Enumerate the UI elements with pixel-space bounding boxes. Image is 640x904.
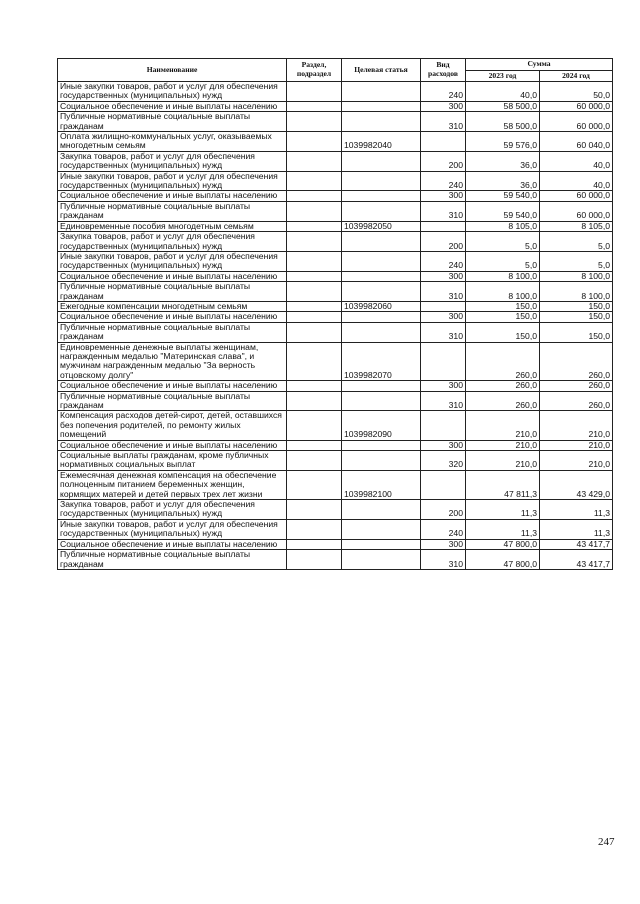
row-kind: 240 bbox=[421, 519, 466, 539]
row-target bbox=[342, 322, 421, 342]
row-section bbox=[287, 322, 342, 342]
table-row bbox=[58, 191, 613, 201]
row-kind: 310 bbox=[421, 282, 466, 302]
row-section bbox=[287, 342, 342, 381]
row-kind: 200 bbox=[421, 232, 466, 252]
row-target bbox=[342, 112, 421, 132]
budget-table bbox=[57, 58, 613, 570]
row-name: Публичные нормативные социальные выплаты гражданам bbox=[58, 391, 287, 411]
row-sum-2024: 43 417,7 bbox=[540, 539, 613, 549]
row-sum-2024: 8 100,0 bbox=[540, 271, 613, 281]
row-target bbox=[342, 271, 421, 281]
row-sum-2023: 11,3 bbox=[466, 519, 540, 539]
table-row bbox=[58, 381, 613, 391]
table-row bbox=[58, 301, 613, 311]
row-target bbox=[342, 312, 421, 322]
row-sum-2023: 150,0 bbox=[466, 312, 540, 322]
row-section bbox=[287, 411, 342, 440]
row-target: 1039982100 bbox=[342, 470, 421, 499]
row-sum-2024: 5,0 bbox=[540, 251, 613, 271]
table-row bbox=[58, 451, 613, 471]
row-name: Закупка товаров, работ и услуг для обеспечения государственных (муниципальных) нужд bbox=[58, 500, 287, 520]
row-name: Публичные нормативные социальные выплаты гражданам bbox=[58, 550, 287, 570]
page-number: 247 bbox=[598, 836, 615, 848]
row-target bbox=[342, 519, 421, 539]
row-name: Публичные нормативные социальные выплаты гражданам bbox=[58, 282, 287, 302]
row-section bbox=[287, 539, 342, 549]
row-name: Единовременные денежные выплаты женщинам, награжденным медалью "Материнская слава", и мужчинам награжденным медалью "За верность отцовскому долгу" bbox=[58, 342, 287, 381]
row-sum-2023: 210,0 bbox=[466, 451, 540, 471]
row-target bbox=[342, 550, 421, 570]
row-sum-2023: 58 500,0 bbox=[466, 112, 540, 132]
row-sum-2023: 58 500,0 bbox=[466, 101, 540, 111]
row-sum-2023: 210,0 bbox=[466, 411, 540, 440]
row-sum-2024: 260,0 bbox=[540, 342, 613, 381]
row-sum-2024: 60 000,0 bbox=[540, 191, 613, 201]
row-sum-2024: 11,3 bbox=[540, 519, 613, 539]
row-name: Социальное обеспечение и иные выплаты населению bbox=[58, 381, 287, 391]
row-sum-2024: 8 100,0 bbox=[540, 282, 613, 302]
row-sum-2024: 43 429,0 bbox=[540, 470, 613, 499]
row-sum-2024: 11,3 bbox=[540, 500, 613, 520]
row-kind bbox=[421, 470, 466, 499]
row-kind: 310 bbox=[421, 201, 466, 221]
header-name: Наименование bbox=[58, 59, 287, 82]
row-kind: 310 bbox=[421, 550, 466, 570]
row-kind: 240 bbox=[421, 82, 466, 102]
row-name: Социальное обеспечение и иные выплаты населению bbox=[58, 312, 287, 322]
table-row bbox=[58, 201, 613, 221]
row-sum-2023: 47 800,0 bbox=[466, 550, 540, 570]
table-body bbox=[58, 82, 613, 570]
row-sum-2023: 8 105,0 bbox=[466, 221, 540, 231]
row-sum-2024: 60 000,0 bbox=[540, 101, 613, 111]
table-row bbox=[58, 282, 613, 302]
row-sum-2023: 150,0 bbox=[466, 322, 540, 342]
row-sum-2024: 260,0 bbox=[540, 381, 613, 391]
row-sum-2023: 36,0 bbox=[466, 151, 540, 171]
row-kind bbox=[421, 221, 466, 231]
table-row bbox=[58, 221, 613, 231]
row-kind: 310 bbox=[421, 322, 466, 342]
row-name: Социальное обеспечение и иные выплаты населению bbox=[58, 271, 287, 281]
table-row bbox=[58, 132, 613, 152]
row-sum-2023: 5,0 bbox=[466, 251, 540, 271]
row-section bbox=[287, 312, 342, 322]
row-kind: 300 bbox=[421, 101, 466, 111]
row-section bbox=[287, 101, 342, 111]
row-name: Оплата жилищно-коммунальных услуг, оказываемых многодетным семьям bbox=[58, 132, 287, 152]
row-name: Публичные нормативные социальные выплаты гражданам bbox=[58, 322, 287, 342]
row-kind: 240 bbox=[421, 251, 466, 271]
table-row bbox=[58, 312, 613, 322]
row-name: Ежемесячная денежная компенсация на обеспечение полноценным питанием беременных женщин, кормящих матерей и детей первых трех лет жизни bbox=[58, 470, 287, 499]
row-sum-2024: 5,0 bbox=[540, 232, 613, 252]
row-section bbox=[287, 451, 342, 471]
row-kind: 240 bbox=[421, 171, 466, 191]
row-section bbox=[287, 171, 342, 191]
row-sum-2023: 260,0 bbox=[466, 391, 540, 411]
row-kind: 300 bbox=[421, 539, 466, 549]
row-target bbox=[342, 101, 421, 111]
row-kind bbox=[421, 132, 466, 152]
row-target bbox=[342, 151, 421, 171]
row-target bbox=[342, 381, 421, 391]
header-kind: Вид расходов bbox=[421, 59, 466, 82]
row-sum-2024: 8 105,0 bbox=[540, 221, 613, 231]
row-target bbox=[342, 201, 421, 221]
row-sum-2023: 8 100,0 bbox=[466, 271, 540, 281]
table-row bbox=[58, 82, 613, 102]
row-section bbox=[287, 470, 342, 499]
table-row bbox=[58, 271, 613, 281]
row-target: 1039982040 bbox=[342, 132, 421, 152]
table-row bbox=[58, 440, 613, 450]
row-sum-2024: 150,0 bbox=[540, 301, 613, 311]
row-section bbox=[287, 221, 342, 231]
row-name: Публичные нормативные социальные выплаты гражданам bbox=[58, 112, 287, 132]
header-target: Целевая статья bbox=[342, 59, 421, 82]
row-section bbox=[287, 550, 342, 570]
row-sum-2023: 5,0 bbox=[466, 232, 540, 252]
header-section: Раздел, подраздел bbox=[287, 59, 342, 82]
row-sum-2023: 8 100,0 bbox=[466, 282, 540, 302]
row-section bbox=[287, 151, 342, 171]
row-kind bbox=[421, 342, 466, 381]
row-sum-2023: 11,3 bbox=[466, 500, 540, 520]
row-section bbox=[287, 440, 342, 450]
row-target bbox=[342, 539, 421, 549]
row-name: Единовременные пособия многодетным семьям bbox=[58, 221, 287, 231]
table-row bbox=[58, 171, 613, 191]
row-target bbox=[342, 282, 421, 302]
row-name: Иные закупки товаров, работ и услуг для обеспечения государственных (муниципальных) нужд bbox=[58, 82, 287, 102]
row-sum-2024: 60 000,0 bbox=[540, 201, 613, 221]
table-row bbox=[58, 519, 613, 539]
row-sum-2023: 260,0 bbox=[466, 381, 540, 391]
row-sum-2023: 260,0 bbox=[466, 342, 540, 381]
row-kind: 310 bbox=[421, 391, 466, 411]
row-sum-2024: 60 040,0 bbox=[540, 132, 613, 152]
row-sum-2024: 50,0 bbox=[540, 82, 613, 102]
row-sum-2024: 40,0 bbox=[540, 171, 613, 191]
row-section bbox=[287, 271, 342, 281]
header-year-2024: 2024 год bbox=[540, 71, 613, 82]
row-target bbox=[342, 251, 421, 271]
row-kind: 300 bbox=[421, 440, 466, 450]
row-sum-2024: 60 000,0 bbox=[540, 112, 613, 132]
row-name: Иные закупки товаров, работ и услуг для обеспечения государственных (муниципальных) нужд bbox=[58, 519, 287, 539]
row-name: Закупка товаров, работ и услуг для обеспечения государственных (муниципальных) нужд bbox=[58, 151, 287, 171]
row-section bbox=[287, 301, 342, 311]
row-name: Социальные выплаты гражданам, кроме публичных нормативных социальных выплат bbox=[58, 451, 287, 471]
row-sum-2023: 47 800,0 bbox=[466, 539, 540, 549]
row-sum-2023: 40,0 bbox=[466, 82, 540, 102]
row-section bbox=[287, 132, 342, 152]
row-sum-2023: 59 576,0 bbox=[466, 132, 540, 152]
row-target bbox=[342, 451, 421, 471]
row-target bbox=[342, 500, 421, 520]
row-sum-2024: 210,0 bbox=[540, 411, 613, 440]
row-kind: 300 bbox=[421, 271, 466, 281]
row-target bbox=[342, 82, 421, 102]
table-row bbox=[58, 539, 613, 549]
row-section bbox=[287, 381, 342, 391]
row-sum-2024: 150,0 bbox=[540, 312, 613, 322]
row-kind: 300 bbox=[421, 381, 466, 391]
row-kind: 200 bbox=[421, 500, 466, 520]
row-section bbox=[287, 201, 342, 221]
row-sum-2023: 59 540,0 bbox=[466, 191, 540, 201]
table-row bbox=[58, 470, 613, 499]
row-name: Иные закупки товаров, работ и услуг для обеспечения государственных (муниципальных) нужд bbox=[58, 171, 287, 191]
row-sum-2024: 260,0 bbox=[540, 391, 613, 411]
row-sum-2023: 210,0 bbox=[466, 440, 540, 450]
row-kind: 320 bbox=[421, 451, 466, 471]
row-sum-2024: 40,0 bbox=[540, 151, 613, 171]
row-kind bbox=[421, 301, 466, 311]
header-sum: Сумма bbox=[466, 59, 613, 71]
row-section bbox=[287, 391, 342, 411]
row-target: 1039982090 bbox=[342, 411, 421, 440]
row-target bbox=[342, 191, 421, 201]
row-target: 1039982070 bbox=[342, 342, 421, 381]
row-sum-2024: 150,0 bbox=[540, 322, 613, 342]
table-row bbox=[58, 101, 613, 111]
row-sum-2023: 150,0 bbox=[466, 301, 540, 311]
table-row bbox=[58, 342, 613, 381]
row-target bbox=[342, 440, 421, 450]
row-target: 1039982060 bbox=[342, 301, 421, 311]
row-name: Социальное обеспечение и иные выплаты населению bbox=[58, 539, 287, 549]
row-name: Публичные нормативные социальные выплаты гражданам bbox=[58, 201, 287, 221]
row-name: Ежегодные компенсации многодетным семьям bbox=[58, 301, 287, 311]
row-kind bbox=[421, 411, 466, 440]
table-row bbox=[58, 232, 613, 252]
row-section bbox=[287, 191, 342, 201]
row-sum-2023: 36,0 bbox=[466, 171, 540, 191]
row-sum-2024: 210,0 bbox=[540, 451, 613, 471]
row-sum-2024: 43 417,7 bbox=[540, 550, 613, 570]
row-name: Социальное обеспечение и иные выплаты населению bbox=[58, 440, 287, 450]
row-section bbox=[287, 519, 342, 539]
row-target: 1039982050 bbox=[342, 221, 421, 231]
table-row bbox=[58, 550, 613, 570]
row-sum-2023: 47 811,3 bbox=[466, 470, 540, 499]
row-name: Социальное обеспечение и иные выплаты населению bbox=[58, 101, 287, 111]
table-row bbox=[58, 322, 613, 342]
row-target bbox=[342, 171, 421, 191]
table-row bbox=[58, 391, 613, 411]
row-kind: 300 bbox=[421, 312, 466, 322]
row-section bbox=[287, 251, 342, 271]
row-target bbox=[342, 232, 421, 252]
row-target bbox=[342, 391, 421, 411]
row-section bbox=[287, 500, 342, 520]
row-section bbox=[287, 112, 342, 132]
row-kind: 300 bbox=[421, 191, 466, 201]
row-section bbox=[287, 282, 342, 302]
row-name: Закупка товаров, работ и услуг для обеспечения государственных (муниципальных) нужд bbox=[58, 232, 287, 252]
row-kind: 200 bbox=[421, 151, 466, 171]
row-section bbox=[287, 232, 342, 252]
table-row bbox=[58, 411, 613, 440]
row-sum-2024: 210,0 bbox=[540, 440, 613, 450]
row-name: Иные закупки товаров, работ и услуг для обеспечения государственных (муниципальных) нужд bbox=[58, 251, 287, 271]
table-row bbox=[58, 500, 613, 520]
row-name: Социальное обеспечение и иные выплаты населению bbox=[58, 191, 287, 201]
table-row bbox=[58, 151, 613, 171]
row-sum-2023: 59 540,0 bbox=[466, 201, 540, 221]
row-name: Компенсация расходов детей-сирот, детей, оставшихся без попечения родителей, по ремонту жилых помещений bbox=[58, 411, 287, 440]
row-kind: 310 bbox=[421, 112, 466, 132]
table-row bbox=[58, 251, 613, 271]
header-year-2023: 2023 год bbox=[466, 71, 540, 82]
table-row bbox=[58, 112, 613, 132]
row-section bbox=[287, 82, 342, 102]
